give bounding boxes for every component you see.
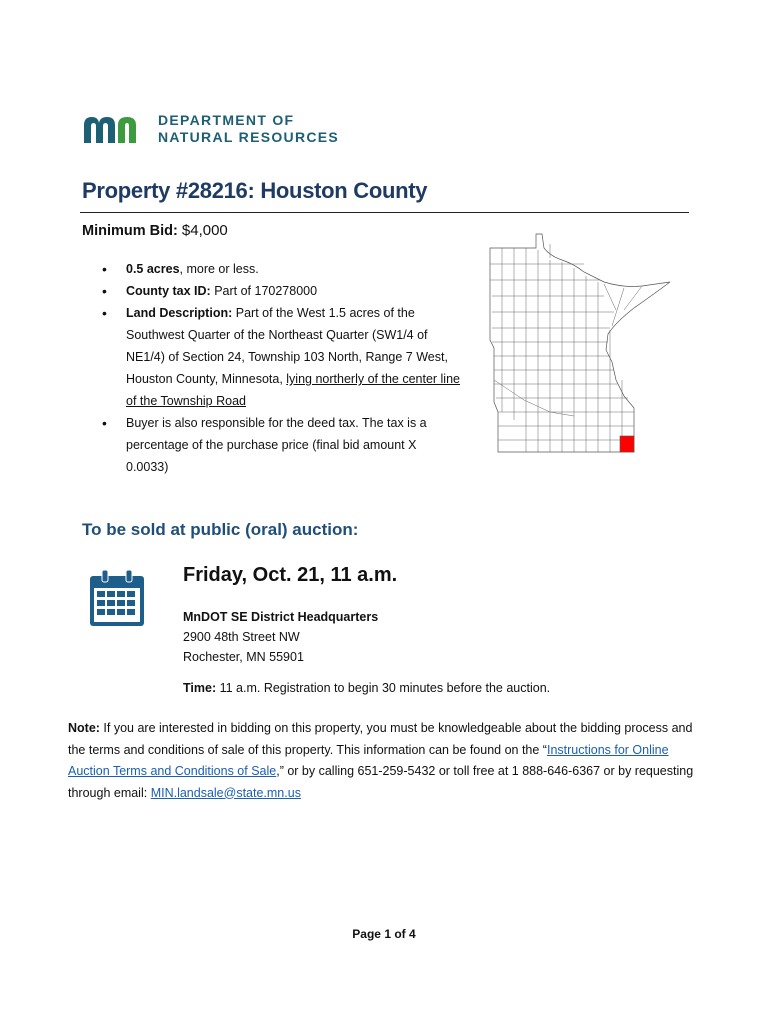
page-current: 1 [384,927,391,941]
time-text: 11 a.m. Registration to begin 30 minutes before the auction. [216,681,551,695]
minimum-bid [82,222,228,239]
note-paragraph [68,718,700,804]
time-label: Time: [183,681,217,695]
title-divider [80,212,689,213]
note-text-2: ,” or by calling 651-259-5432 or toll free at 1 888-646-6367 or by requesting through email: [68,764,694,800]
instructions-link[interactable]: Instructions for Online Auction Terms and Conditions of Sale [68,742,669,778]
list-item [100,412,460,478]
venue-address-line-1: 2900 48th Street NW [183,630,300,644]
venue-address-line-2: Rochester, MN 55901 [183,650,304,664]
auction-time [183,681,550,695]
land-description-underlined: lying northerly of the center line of the Township Road [126,372,460,408]
note-text-1: If you are interested in bidding on this property, you must be knowledgeable about the bidding process and the terms and conditions of sale of this property. This information can be found on the “ [68,721,693,757]
minimum-bid-label: Minimum Bid: [82,223,178,239]
tax-id-text: Part of 170278000 [210,284,318,298]
page-total: 4 [409,927,416,941]
mn-logo-icon [82,113,148,145]
deed-tax-text: Buyer is also responsible for the deed tax. The tax is a percentage of the purchase price (final bid amount X 0.0033) [126,416,427,474]
venue-name: MnDOT SE District Headquarters [183,610,379,624]
dnr-logo [82,112,339,146]
minimum-bid-value: $4,000 [181,222,228,239]
acreage-text: , more or less. [179,262,259,276]
list-item [100,302,460,412]
list-item [100,280,460,302]
land-description-label: Land Description: [126,306,233,320]
email-link[interactable]: MIN.landsale@state.mn.us [150,785,301,800]
property-details-list [100,258,460,478]
auction-venue [183,607,378,667]
auction-date: Friday, Oct. 21, 11 a.m. [183,564,398,586]
page-footer [0,927,768,941]
page-of: of [394,927,406,941]
logo-line-1: DEPARTMENT OF [158,112,295,128]
note-label: Note: [68,721,100,735]
houston-county-highlight [620,436,634,452]
tax-id-label: County tax ID: [126,284,211,298]
acreage-label: 0.5 acres [126,262,180,276]
page-title: Property #28216: Houston County [82,178,428,203]
logo-line-2: NATURAL RESOURCES [158,129,340,145]
page-word: Page [352,927,381,941]
list-item [100,258,460,280]
auction-heading: To be sold at public (oral) auction: [82,520,359,539]
calendar-icon [88,568,146,628]
minnesota-county-map-icon [484,230,680,456]
land-description-text: Part of the West 1.5 acres of the Southwest Quarter of the Northeast Quarter (SW1/4 of NE1/4) of Section 24, Township 103 North, Range 7 West, Houston County, Minnesota, [126,306,448,386]
